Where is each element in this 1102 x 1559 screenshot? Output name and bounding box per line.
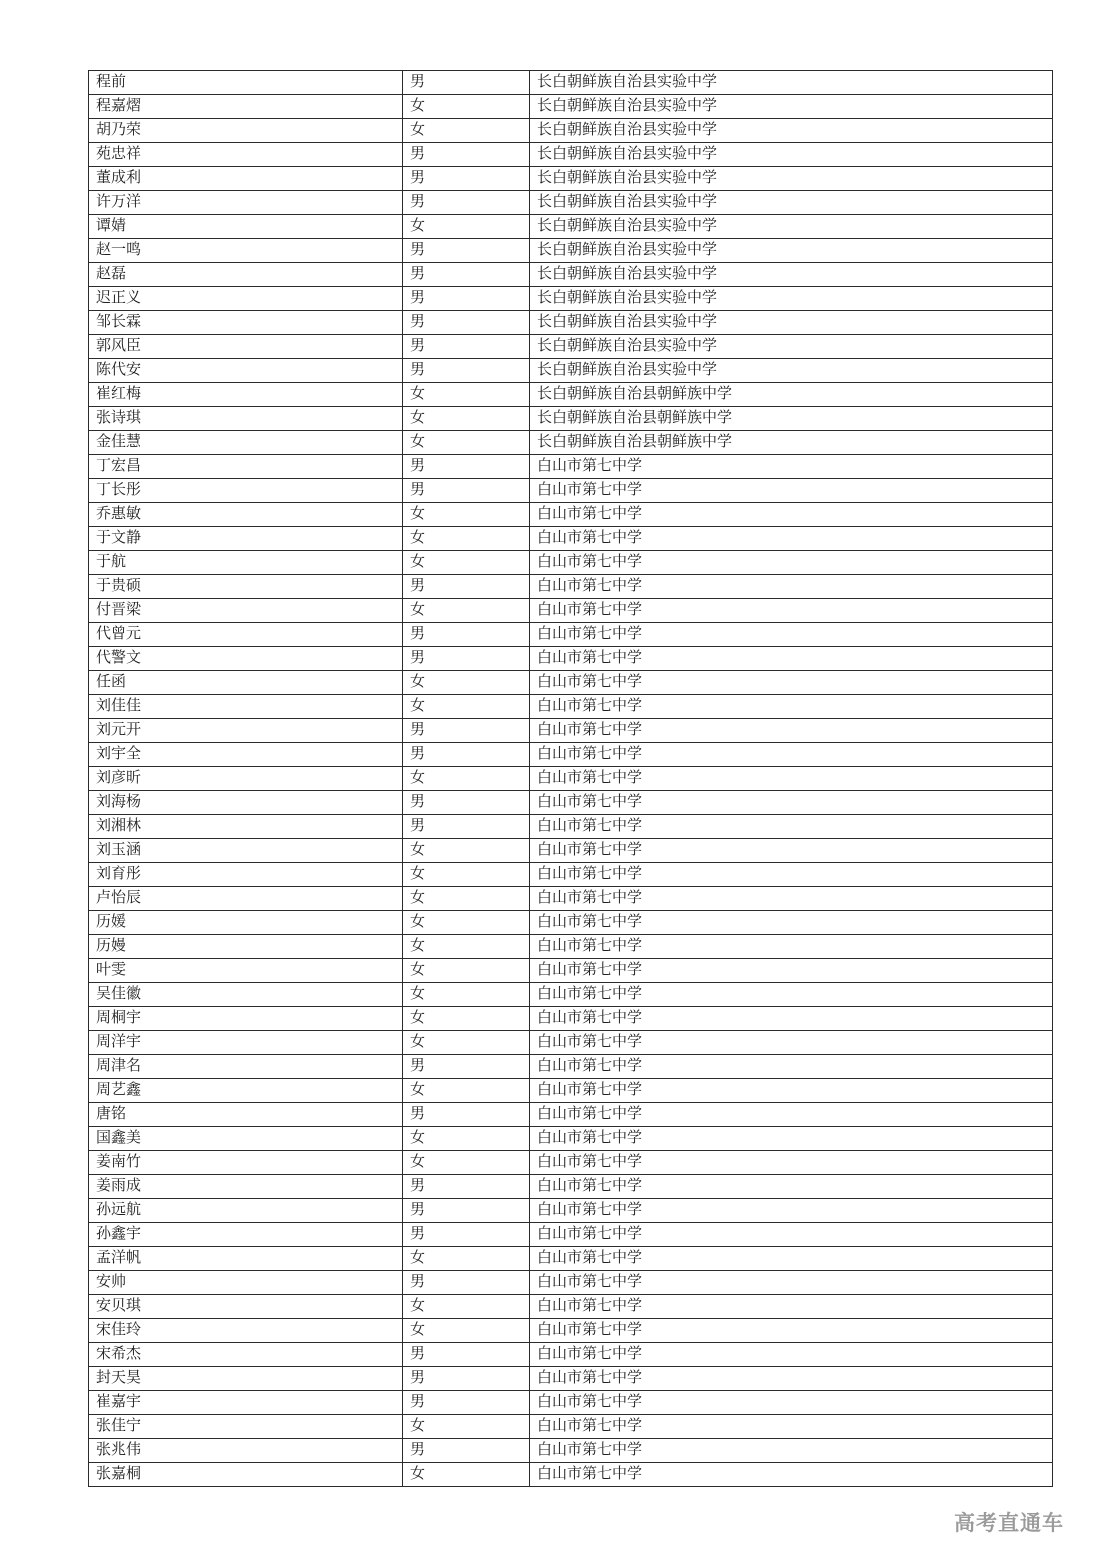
student-school-cell: 长白朝鲜族自治县实验中学 [530,287,1053,311]
student-gender-cell: 女 [403,959,530,983]
student-name-cell: 刘湘林 [89,815,403,839]
table-row [89,1247,1053,1271]
table-row [89,1343,1053,1367]
student-name-cell: 邹长霖 [89,311,403,335]
student-school-cell: 长白朝鲜族自治县实验中学 [530,167,1053,191]
student-school-cell: 白山市第七中学 [530,1031,1053,1055]
student-school-cell: 白山市第七中学 [530,623,1053,647]
student-gender-cell: 男 [403,575,530,599]
student-gender-cell: 男 [403,239,530,263]
student-gender-cell: 男 [403,1439,530,1463]
table-row [89,119,1053,143]
student-school-cell: 白山市第七中学 [530,743,1053,767]
student-school-cell: 长白朝鲜族自治县实验中学 [530,191,1053,215]
student-school-cell: 长白朝鲜族自治县实验中学 [530,335,1053,359]
student-school-cell: 白山市第七中学 [530,479,1053,503]
student-school-cell: 长白朝鲜族自治县实验中学 [530,359,1053,383]
student-gender-cell: 女 [403,551,530,575]
student-name-cell: 宋佳玲 [89,1319,403,1343]
student-name-cell: 代曾元 [89,623,403,647]
student-gender-cell: 男 [403,1367,530,1391]
table-row [89,935,1053,959]
student-school-cell: 白山市第七中学 [530,527,1053,551]
student-school-cell: 白山市第七中学 [530,1127,1053,1151]
student-school-cell: 长白朝鲜族自治县实验中学 [530,239,1053,263]
student-name-cell: 安帅 [89,1271,403,1295]
student-gender-cell: 女 [403,863,530,887]
student-gender-cell: 女 [403,95,530,119]
table-row [89,383,1053,407]
table-row [89,1271,1053,1295]
student-gender-cell: 女 [403,671,530,695]
student-name-cell: 孙远航 [89,1199,403,1223]
student-gender-cell: 男 [403,743,530,767]
student-school-cell: 白山市第七中学 [530,1343,1053,1367]
student-school-cell: 白山市第七中学 [530,1223,1053,1247]
student-school-cell: 白山市第七中学 [530,1367,1053,1391]
table-row [89,167,1053,191]
student-gender-cell: 女 [403,383,530,407]
student-name-cell: 张佳宁 [89,1415,403,1439]
table-row [89,983,1053,1007]
table-row [89,1103,1053,1127]
student-school-cell: 白山市第七中学 [530,1319,1053,1343]
table-row [89,767,1053,791]
student-gender-cell: 女 [403,599,530,623]
student-name-cell: 刘育彤 [89,863,403,887]
student-school-cell: 长白朝鲜族自治县实验中学 [530,263,1053,287]
table-row [89,647,1053,671]
table-row [89,215,1053,239]
student-roster-table [88,70,1053,1487]
student-school-cell: 白山市第七中学 [530,1439,1053,1463]
student-school-cell: 长白朝鲜族自治县实验中学 [530,95,1053,119]
student-school-cell: 白山市第七中学 [530,1151,1053,1175]
student-school-cell: 长白朝鲜族自治县实验中学 [530,215,1053,239]
student-name-cell: 唐铭 [89,1103,403,1127]
table-row [89,1079,1053,1103]
student-gender-cell: 男 [403,143,530,167]
table-row [89,623,1053,647]
student-school-cell: 白山市第七中学 [530,1295,1053,1319]
student-gender-cell: 女 [403,1007,530,1031]
student-school-cell: 长白朝鲜族自治县朝鲜族中学 [530,383,1053,407]
student-school-cell: 白山市第七中学 [530,647,1053,671]
student-name-cell: 卢怡辰 [89,887,403,911]
student-name-cell: 宋希杰 [89,1343,403,1367]
table-row [89,671,1053,695]
student-gender-cell: 女 [403,215,530,239]
student-gender-cell: 男 [403,1055,530,1079]
table-row [89,1055,1053,1079]
student-name-cell: 乔惠敏 [89,503,403,527]
student-gender-cell: 男 [403,1199,530,1223]
table-row [89,95,1053,119]
student-gender-cell: 女 [403,431,530,455]
student-name-cell: 刘佳佳 [89,695,403,719]
student-gender-cell: 女 [403,1079,530,1103]
table-row [89,791,1053,815]
student-school-cell: 白山市第七中学 [530,599,1053,623]
table-row [89,359,1053,383]
student-gender-cell: 女 [403,1151,530,1175]
student-gender-cell: 女 [403,1031,530,1055]
table-row [89,71,1053,95]
student-name-cell: 迟正义 [89,287,403,311]
table-row [89,1151,1053,1175]
student-gender-cell: 女 [403,911,530,935]
student-gender-cell: 女 [403,839,530,863]
student-name-cell: 刘玉涵 [89,839,403,863]
table-row [89,1007,1053,1031]
table-row [89,863,1053,887]
student-gender-cell: 女 [403,119,530,143]
table-row [89,959,1053,983]
student-gender-cell: 男 [403,1103,530,1127]
student-name-cell: 刘彦昕 [89,767,403,791]
student-name-cell: 周艺鑫 [89,1079,403,1103]
student-name-cell: 封天昊 [89,1367,403,1391]
student-name-cell: 刘元开 [89,719,403,743]
table-row [89,1199,1053,1223]
student-gender-cell: 女 [403,1247,530,1271]
student-name-cell: 历嫚 [89,935,403,959]
student-gender-cell: 男 [403,455,530,479]
table-row [89,1319,1053,1343]
student-name-cell: 于文静 [89,527,403,551]
student-name-cell: 谭婧 [89,215,403,239]
student-gender-cell: 男 [403,263,530,287]
student-gender-cell: 女 [403,1127,530,1151]
student-name-cell: 张兆伟 [89,1439,403,1463]
student-name-cell: 金佳慧 [89,431,403,455]
table-row [89,887,1053,911]
table-row [89,743,1053,767]
student-name-cell: 许万洋 [89,191,403,215]
student-gender-cell: 女 [403,1463,530,1487]
student-gender-cell: 男 [403,647,530,671]
student-name-cell: 张诗琪 [89,407,403,431]
student-school-cell: 白山市第七中学 [530,983,1053,1007]
student-gender-cell: 男 [403,1391,530,1415]
student-name-cell: 代警文 [89,647,403,671]
student-school-cell: 白山市第七中学 [530,1079,1053,1103]
student-school-cell: 白山市第七中学 [530,1271,1053,1295]
student-name-cell: 孙鑫宇 [89,1223,403,1247]
student-school-cell: 长白朝鲜族自治县朝鲜族中学 [530,431,1053,455]
student-name-cell: 胡乃荣 [89,119,403,143]
student-gender-cell: 女 [403,1319,530,1343]
student-name-cell: 丁宏昌 [89,455,403,479]
student-school-cell: 长白朝鲜族自治县实验中学 [530,143,1053,167]
table-row [89,455,1053,479]
table-row [89,335,1053,359]
student-school-cell: 白山市第七中学 [530,1007,1053,1031]
student-school-cell: 白山市第七中学 [530,959,1053,983]
student-school-cell: 白山市第七中学 [530,671,1053,695]
student-name-cell: 崔红梅 [89,383,403,407]
table-row [89,911,1053,935]
student-gender-cell: 男 [403,335,530,359]
table-row [89,599,1053,623]
student-gender-cell: 男 [403,479,530,503]
student-gender-cell: 男 [403,1223,530,1247]
student-gender-cell: 女 [403,695,530,719]
student-name-cell: 陈代安 [89,359,403,383]
table-row [89,263,1053,287]
table-row [89,839,1053,863]
student-name-cell: 崔嘉宇 [89,1391,403,1415]
student-gender-cell: 男 [403,287,530,311]
student-gender-cell: 男 [403,623,530,647]
table-row [89,575,1053,599]
student-school-cell: 白山市第七中学 [530,695,1053,719]
student-name-cell: 苑忠祥 [89,143,403,167]
table-row [89,1415,1053,1439]
student-name-cell: 赵磊 [89,263,403,287]
student-school-cell: 白山市第七中学 [530,863,1053,887]
student-school-cell: 白山市第七中学 [530,935,1053,959]
student-gender-cell: 男 [403,167,530,191]
student-name-cell: 叶雯 [89,959,403,983]
table-row [89,527,1053,551]
student-school-cell: 白山市第七中学 [530,767,1053,791]
student-school-cell: 白山市第七中学 [530,1199,1053,1223]
table-row [89,143,1053,167]
table-row [89,1031,1053,1055]
table-row [89,431,1053,455]
table-row [89,1391,1053,1415]
student-name-cell: 丁长彤 [89,479,403,503]
student-school-cell: 白山市第七中学 [530,455,1053,479]
student-name-cell: 周津名 [89,1055,403,1079]
table-row [89,503,1053,527]
student-school-cell: 白山市第七中学 [530,503,1053,527]
student-school-cell: 白山市第七中学 [530,1415,1053,1439]
student-gender-cell: 男 [403,1343,530,1367]
student-name-cell: 程嘉熠 [89,95,403,119]
table-row [89,239,1053,263]
student-school-cell: 白山市第七中学 [530,839,1053,863]
student-name-cell: 周桐宇 [89,1007,403,1031]
table-row [89,1175,1053,1199]
student-gender-cell: 男 [403,71,530,95]
student-school-cell: 长白朝鲜族自治县实验中学 [530,71,1053,95]
student-school-cell: 白山市第七中学 [530,719,1053,743]
student-school-cell: 白山市第七中学 [530,815,1053,839]
table-row [89,815,1053,839]
table-row [89,311,1053,335]
student-name-cell: 任函 [89,671,403,695]
student-gender-cell: 女 [403,935,530,959]
student-school-cell: 白山市第七中学 [530,791,1053,815]
student-name-cell: 姜南竹 [89,1151,403,1175]
student-gender-cell: 女 [403,527,530,551]
student-name-cell: 国鑫美 [89,1127,403,1151]
student-name-cell: 于航 [89,551,403,575]
student-school-cell: 长白朝鲜族自治县实验中学 [530,119,1053,143]
student-gender-cell: 男 [403,815,530,839]
student-name-cell: 赵一鸣 [89,239,403,263]
student-name-cell: 付晋梁 [89,599,403,623]
student-school-cell: 白山市第七中学 [530,1175,1053,1199]
watermark-text: 高考直通车 [954,1512,1064,1535]
student-name-cell: 周洋宇 [89,1031,403,1055]
student-name-cell: 程前 [89,71,403,95]
student-name-cell: 吴佳徽 [89,983,403,1007]
table-row [89,719,1053,743]
student-gender-cell: 男 [403,791,530,815]
table-row [89,1439,1053,1463]
student-name-cell: 张嘉桐 [89,1463,403,1487]
student-school-cell: 白山市第七中学 [530,1055,1053,1079]
table-row [89,479,1053,503]
table-row [89,1463,1053,1487]
student-school-cell: 白山市第七中学 [530,1247,1053,1271]
student-gender-cell: 男 [403,191,530,215]
student-gender-cell: 女 [403,887,530,911]
table-row [89,1127,1053,1151]
student-gender-cell: 女 [403,983,530,1007]
student-name-cell: 刘海杨 [89,791,403,815]
student-gender-cell: 男 [403,311,530,335]
student-gender-cell: 女 [403,767,530,791]
student-gender-cell: 男 [403,1271,530,1295]
student-name-cell: 孟洋帆 [89,1247,403,1271]
table-row [89,1223,1053,1247]
student-name-cell: 姜雨成 [89,1175,403,1199]
roster-table-body [89,71,1053,1487]
table-row [89,551,1053,575]
table-row [89,1367,1053,1391]
student-name-cell: 安贝琪 [89,1295,403,1319]
table-row [89,695,1053,719]
student-school-cell: 白山市第七中学 [530,1463,1053,1487]
student-name-cell: 董成利 [89,167,403,191]
student-gender-cell: 女 [403,503,530,527]
student-school-cell: 白山市第七中学 [530,551,1053,575]
student-gender-cell: 女 [403,407,530,431]
student-school-cell: 白山市第七中学 [530,911,1053,935]
student-name-cell: 郭风臣 [89,335,403,359]
table-row [89,407,1053,431]
student-name-cell: 于贵硕 [89,575,403,599]
table-row [89,191,1053,215]
student-school-cell: 白山市第七中学 [530,1103,1053,1127]
student-gender-cell: 女 [403,1295,530,1319]
student-gender-cell: 男 [403,719,530,743]
student-gender-cell: 男 [403,359,530,383]
student-school-cell: 白山市第七中学 [530,575,1053,599]
student-gender-cell: 女 [403,1415,530,1439]
student-name-cell: 历媛 [89,911,403,935]
student-school-cell: 长白朝鲜族自治县朝鲜族中学 [530,407,1053,431]
table-row [89,1295,1053,1319]
student-gender-cell: 男 [403,1175,530,1199]
student-school-cell: 长白朝鲜族自治县实验中学 [530,311,1053,335]
student-school-cell: 白山市第七中学 [530,1391,1053,1415]
student-name-cell: 刘宇全 [89,743,403,767]
student-school-cell: 白山市第七中学 [530,887,1053,911]
table-row [89,287,1053,311]
